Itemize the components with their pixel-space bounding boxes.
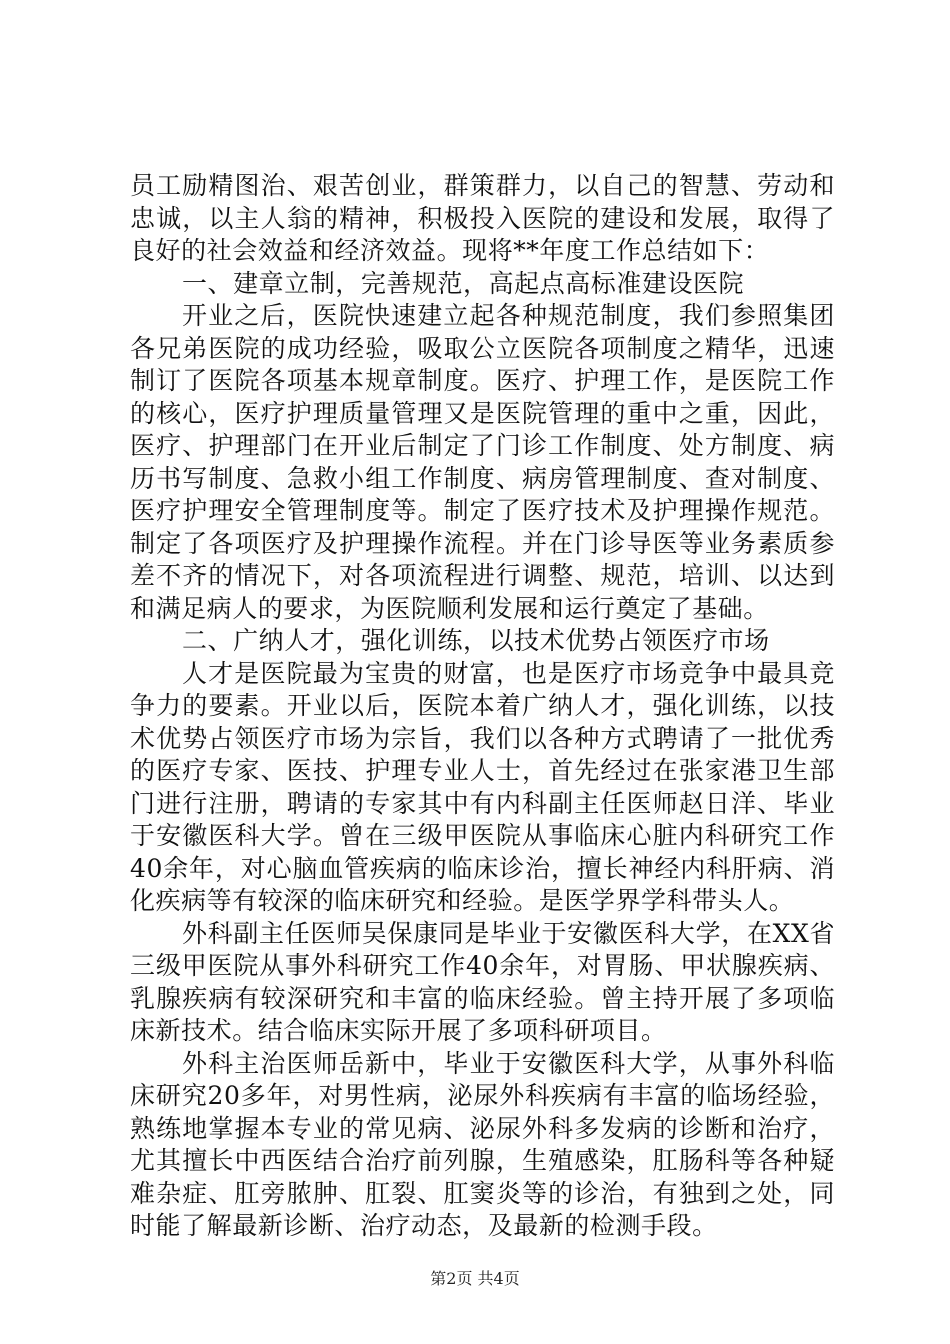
- paragraph: 外科副主任医师吴保康同是毕业于安徽医科大学，在XX省三级甲医院从事外科研究工作40余年，对胃肠、甲状腺疾病、乳腺疾病有较深研究和丰富的临床经验。曾主持开展了多项临床新技术。结合临床实际开展了多项科研项目。: [130, 918, 835, 1045]
- paragraph: 开业之后，医院快速建立起各种规范制度，我们参照集团各兄弟医院的成功经验，吸取公立医院各项制度之精华，迅速制订了医院各项基本规章制度。医疗、护理工作，是医院工作的核心，医疗护理质量管理又是医院管理的重中之重，因此，医疗、护理部门在开业后制定了门诊工作制度、处方制度、病历书写制度、急救小组工作制度、病房管理制度、查对制度、医疗护理安全管理制度等。制定了医疗技术及护理操作规范。制定了各项医疗及护理操作流程。并在门诊导医等业务素质参差不齐的情况下，对各项流程进行调整、规范，培训、以达到和满足病人的要求，为医院顺利发展和运行奠定了基础。: [130, 301, 835, 623]
- document-body: [130, 170, 835, 1243]
- section-heading-1: 一、建章立制，完善规范，高起点高标准建设医院: [182, 268, 745, 298]
- paragraph: 外科主治医师岳新中，毕业于安徽医科大学，从事外科临床研究20多年，对男性病，泌尿外科疾病有丰富的临场经验，熟练地掌握本专业的常见病、泌尿外科多发病的诊断和治疗，尤其擅长中西医结合治疗前列腺，生殖感染，肛肠科等各种疑难杂症、肛旁脓肿、肛裂、肛窦炎等的诊治，有独到之处，同时能了解最新诊断、治疗动态，及最新的检测手段。: [130, 1048, 835, 1240]
- paragraph-continuation: 员工励精图治、艰苦创业，群策群力，以自己的智慧、劳动和忠诚，以主人翁的精神，积极投入医院的建设和发展，取得了良好的社会效益和经济效益。现将**年度工作总结如下：: [130, 171, 835, 265]
- paragraph: 人才是医院最为宝贵的财富，也是医疗市场竞争中最具竞争力的要素。开业以后，医院本着广纳人才，强化训练，以技术优势占领医疗市场为宗旨，我们以各种方式聘请了一批优秀的医疗专家、医技、护理专业人士，首先经过在张家港卫生部门进行注册，聘请的专家其中有内科副主任医师赵日洋、毕业于安徽医科大学。曾在三级甲医院从事临床心脏内科研究工作40余年，对心脑血管疾病的临床诊治，擅长神经内科肝病、消化疾病等有较深的临床研究和经验。是医学界学科带头人。: [130, 658, 835, 915]
- section-heading-2: 二、广纳人才，强化训练，以技术优势占领医疗市场: [182, 626, 770, 655]
- page-number-footer: 第2页 共4页: [430, 1269, 520, 1288]
